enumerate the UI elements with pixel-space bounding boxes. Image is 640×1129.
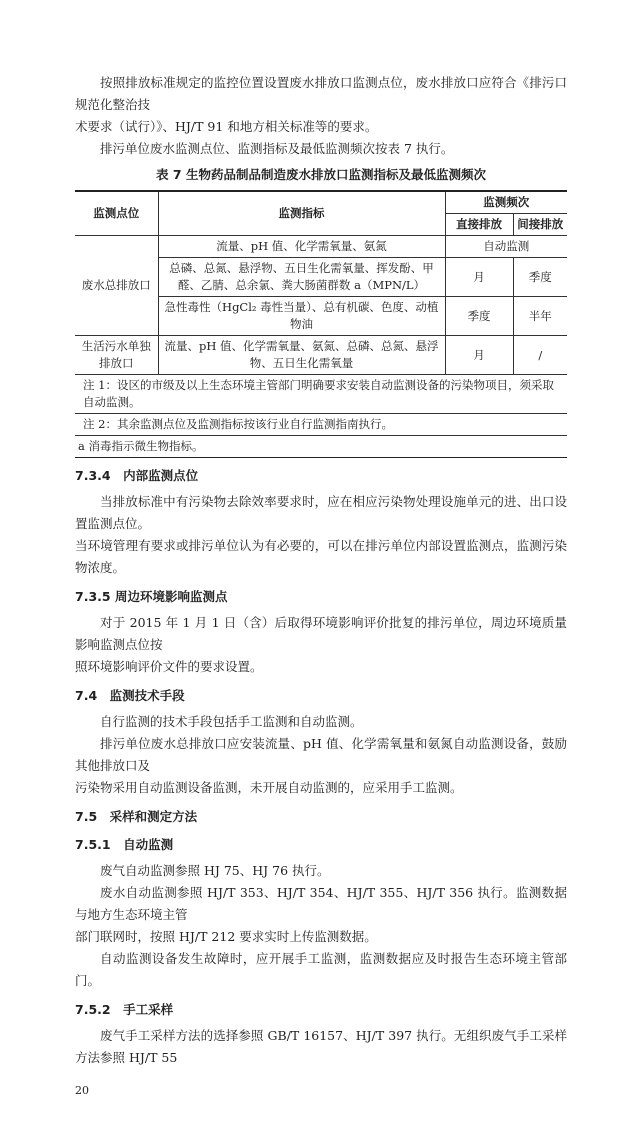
text-line: 自行监测的技术手段包括手工监测和自动监测。 [100, 714, 363, 729]
text-line: 废水自动监测参照 HJ/T 353、HJ/T 354、HJ/T 355、HJ/T 356 执行。监测数据与地方生态环境主管 [75, 885, 567, 922]
paragraph [75, 612, 567, 678]
table-note: 注 1：设区的市级及以上生态环境主管部门明确要求安装自动监测设备的污染物项目，须采取自动监测。 [75, 375, 567, 414]
section-heading: 7.5 采样和测定方法 [75, 809, 198, 824]
text-line: 自动监测设备发生故障时，应开展手工监测，监测数据应及时报告生态环境主管部门。 [75, 951, 567, 988]
text-line: 排污单位废水总排放口应安装流量、pH 值、化学需氧量和氨氮自动监测设备，鼓励其他排放口及 [75, 736, 567, 773]
text-line: 部门联网时，按照 HJ/T 212 要求实时上传监测数据。 [75, 929, 377, 944]
header-direct: 直接排放 [445, 214, 513, 236]
paragraph [75, 860, 567, 992]
page-number: 20 [75, 1084, 89, 1097]
intro-paragraph [75, 72, 567, 160]
cell: 季度 [445, 297, 513, 336]
cell: 季度 [513, 258, 567, 297]
cell: 半年 [513, 297, 567, 336]
cell: 生活污水单独排放口 [75, 336, 158, 375]
cell: 流量、pH 值、化学需氧量、氨氮、总磷、总氮、悬浮物、五日生化需氧量 [158, 336, 445, 375]
cell: 总磷、总氮、悬浮物、五日生化需氧量、挥发酚、甲醛、乙腈、总余氯、粪大肠菌群数 a（MPN/L） [158, 258, 445, 297]
monitoring-table [75, 190, 567, 458]
cell: 急性毒性（HgCl₂ 毒性当量）、总有机碳、色度、动植物油 [158, 297, 445, 336]
paragraph [75, 711, 567, 799]
section-heading: 7.3.4 内部监测点位 [75, 468, 199, 483]
table-row [75, 336, 567, 375]
header-indirect: 间接排放 [513, 214, 567, 236]
cell: 月 [445, 258, 513, 297]
table-note: 注 2：其余监测点位及监测指标按该行业自行监测指南执行。 [75, 414, 567, 436]
text-line: 废气手工采样方法的选择参照 GB/T 16157、HJ/T 397 执行。无组织废气手工采样方法参照 HJ/T 55 [75, 1028, 567, 1065]
paragraph [75, 491, 567, 579]
section-heading: 7.3.5 周边环境影响监测点 [75, 589, 228, 604]
text-line: 照环境影响评价文件的要求设置。 [75, 659, 263, 674]
text-line: 按照排放标准规定的监控位置设置废水排放口监测点位，废水排放口应符合《排污口规范化整治技 [75, 75, 567, 112]
text-line: 废气自动监测参照 HJ 75、HJ 76 执行。 [100, 863, 330, 878]
table-footnote: a 消毒指示微生物指标。 [75, 436, 567, 458]
table-row [75, 236, 567, 258]
cell: / [513, 336, 567, 375]
header-index: 监测指标 [158, 191, 445, 236]
paragraph [75, 1025, 567, 1069]
table-caption: 表 7 生物药品制品制造废水排放口监测指标及最低监测频次 [156, 167, 486, 182]
section-heading: 7.4 监测技术手段 [75, 688, 185, 703]
cell: 废水总排放口 [75, 236, 158, 336]
text-line: 排污单位废水监测点位、监测指标及最低监测频次按表 7 执行。 [100, 141, 454, 156]
cell: 自动监测 [445, 236, 567, 258]
header-freq: 监测频次 [445, 191, 567, 214]
text-line: 当环境管理有要求或排污单位认为有必要的，可以在排污单位内部设置监测点，监测污染物浓度。 [75, 538, 567, 575]
cell: 流量、pH 值、化学需氧量、氨氮 [158, 236, 445, 258]
section-heading: 7.5.2 手工采样 [75, 1002, 174, 1017]
text-line: 当排放标准中有污染物去除效率要求时，应在相应污染物处理设施单元的进、出口设置监测点位。 [75, 494, 567, 531]
header-point: 监测点位 [75, 191, 158, 236]
text-line: 术要求（试行）》、HJ/T 91 和地方相关标准等的要求。 [75, 119, 378, 134]
text-line: 污染物采用自动监测设备监测，未开展自动监测的，应采用手工监测。 [75, 780, 463, 795]
section-heading: 7.5.1 自动监测 [75, 837, 174, 852]
text-line: 对于 2015 年 1 月 1 日（含）后取得环境影响评价批复的排污单位，周边环境质量影响监测点位按 [75, 615, 567, 652]
cell: 月 [445, 336, 513, 375]
